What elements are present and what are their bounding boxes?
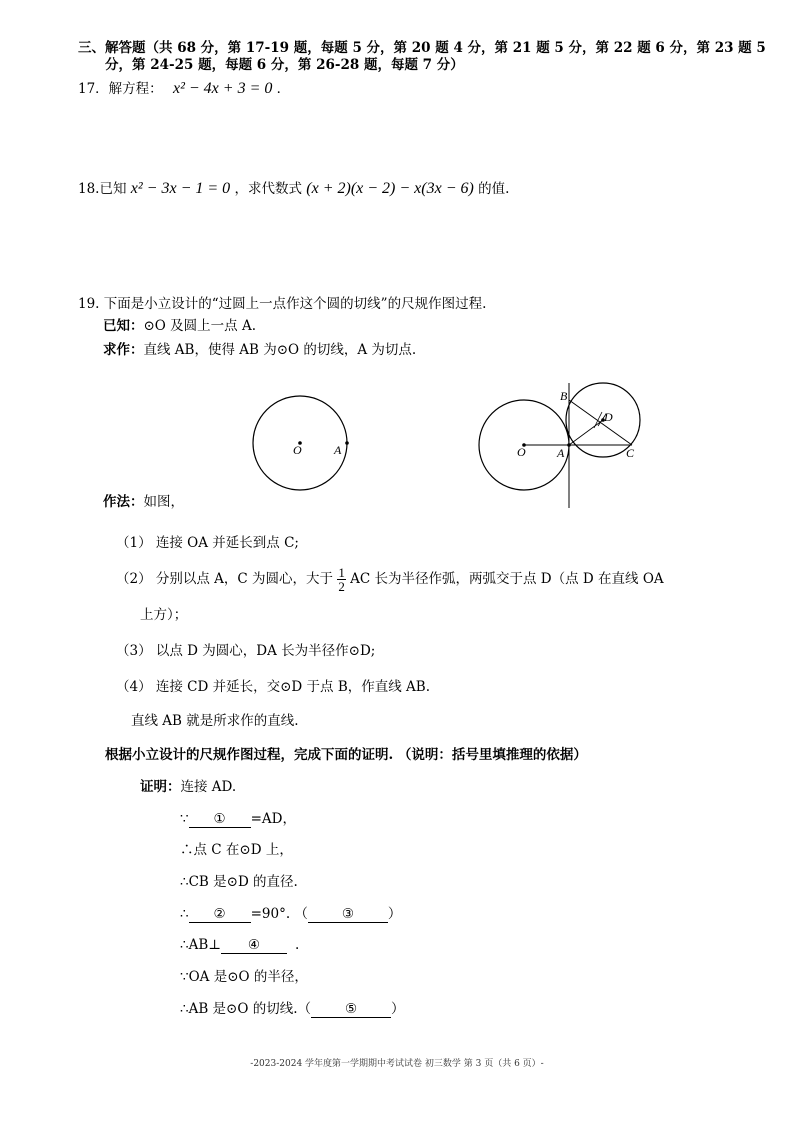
step-3: （3） 以点 D 为圆心，DA 长为半径作⊙D; [116, 643, 376, 659]
conclusion: 直线 AB 就是所求作的直线. [131, 713, 299, 729]
proof-line-6: ∵OA 是⊙O 的半径， [180, 969, 308, 985]
fraction-half: $\frac{1}{2}$ [338, 565, 345, 594]
find-label: 求作： [103, 342, 144, 358]
q17-prefix: 17．解方程： [78, 81, 163, 97]
proof-line-1: ∵ ① =AD， [180, 811, 296, 827]
page-footer: -2023-2024 学年度第一学期期中考试试卷 初三数学 第 3 页（共 6 页）- [250, 1059, 544, 1069]
step-4: （4） 连接 CD 并延长，交⊙D 于点 B，作直线 AB. [116, 679, 431, 695]
fig1-label-o: O [293, 443, 302, 457]
q18-expression: (x + 2)(x − 2) − x(3x − 6) [306, 180, 474, 197]
q18-condition: x² − 3x − 1 = 0 [130, 180, 231, 197]
fig1-label-a: A [334, 443, 342, 457]
section-heading-line1: 三、解答题（共 68 分，第 17-19 题，每题 5 分，第 20 题 4 分，第 21 题 5 分，第 22 题 6 分，第 23 题 5 [78, 40, 766, 56]
proof-start-text: 连接 AD. [180, 779, 237, 795]
step-2-post: AC 长为半径作弧，两弧交于点 D（点 D 在直线 OA [350, 571, 664, 587]
q18-suffix: 的值. [478, 181, 510, 197]
fig2-label-c: C [626, 446, 635, 460]
given-text: ⊙O 及圆上一点 A. [143, 318, 257, 334]
fig2-label-o: O [517, 445, 526, 459]
proof-line-7: ∴AB 是⊙O 的切线.（ ⑤ ） [180, 1001, 405, 1017]
blank-5[interactable]: ⑤ [311, 1002, 391, 1018]
given-label: 已知： [103, 318, 144, 334]
proof-line-5: ∴AB⊥ ④ . [180, 937, 300, 953]
find-text: 直线 AB，使得 AB 为⊙O 的切线，A 为切点. [143, 342, 417, 358]
figure-construction [0, 0, 794, 520]
method-label: 作法： [103, 494, 144, 510]
fig2-label-b: B [560, 389, 568, 403]
blank-1[interactable]: ① [189, 812, 251, 828]
q19-title: 19. 下面是小立设计的“过圆上一点作这个圆的切线”的尺规作图过程. [78, 296, 487, 312]
q17-equation: x² − 4x + 3 = 0 [172, 80, 273, 97]
fig2-label-a: A [557, 446, 565, 460]
proof-line-4: ∴ ② =90°. （ ③ ） [180, 906, 402, 922]
step-2-pre: （2） 分别以点 A，C 为圆心，大于 [116, 571, 334, 587]
proof-line-2: ∴点 C 在⊙D 上， [180, 842, 293, 858]
blank-2[interactable]: ② [189, 907, 251, 923]
instruction: 根据小立设计的尺规作图过程，完成下面的证明. （说明：括号里填推理的依据） [105, 747, 587, 763]
q18-prefix: 18.已知 [78, 181, 127, 197]
proof-start [140, 779, 236, 796]
line-ad [569, 420, 603, 445]
step-2-cont: 上方）； [140, 607, 188, 623]
q18-mid: ，求代数式 [234, 181, 302, 197]
method-text: 如图， [143, 494, 184, 510]
blank-4[interactable]: ④ [221, 938, 287, 954]
section-heading-line2: 分，第 24-25 题，每题 6 分，第 26-28 题，每题 7 分） [105, 57, 464, 73]
proof-line-3: ∴CB 是⊙D 的直径. [180, 874, 298, 890]
q17-suffix: ． [276, 81, 291, 97]
proof-label: 证明： [140, 779, 181, 795]
step-2 [116, 566, 664, 593]
fig2-label-d: D [604, 410, 613, 424]
step-1: （1） 连接 OA 并延长到点 C; [116, 535, 299, 551]
point-a-2 [567, 443, 571, 447]
method [103, 494, 184, 511]
blank-3[interactable]: ③ [308, 907, 388, 923]
